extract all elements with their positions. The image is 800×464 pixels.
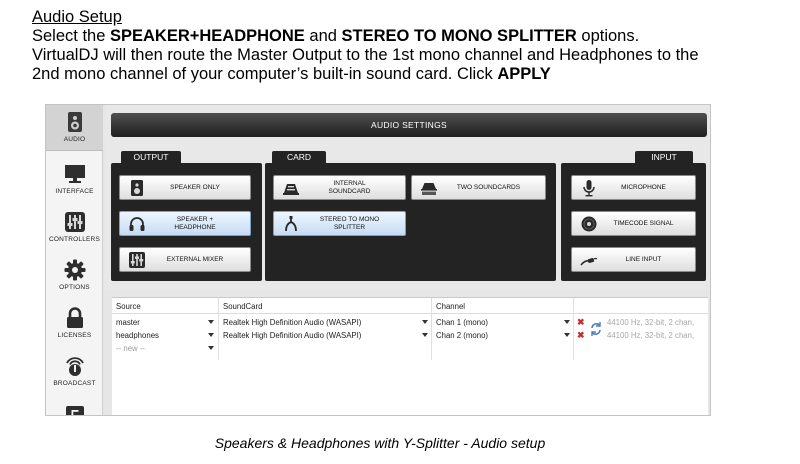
chevron-down-icon[interactable] (564, 320, 570, 324)
button-label: MICROPHONE (621, 183, 666, 191)
internal-soundcard-button[interactable] (273, 175, 406, 200)
sidebar-item-licenses[interactable] (46, 301, 103, 347)
chevron-down-icon[interactable] (208, 320, 214, 324)
chevron-down-icon[interactable] (422, 320, 428, 324)
headphones-icon (128, 215, 146, 233)
microphone-icon (580, 179, 598, 197)
lock-icon (64, 307, 86, 329)
output-group-tab: OUTPUT (121, 151, 181, 164)
instruction-line-1 (32, 27, 772, 46)
sidebar-label: BROADCAST (53, 380, 96, 387)
section-heading: Audio Setup (32, 8, 122, 26)
speaker-only-button[interactable] (119, 175, 251, 200)
button-label: SPEAKER ONLY (170, 183, 220, 191)
table-row-new (112, 342, 708, 355)
channel-select[interactable]: Chan 1 (mono) (436, 318, 489, 327)
gear-icon (64, 259, 86, 281)
column-header-soundcard: SoundCard (223, 302, 263, 311)
instruction-line-2: VirtualDJ will then route the Master Output to the 1st mono channel and Headphones to the (32, 46, 699, 64)
audio-settings-window (45, 104, 711, 416)
option-speaker-headphone-name: SPEAKER+HEADPHONE (109, 27, 305, 45)
input-group-tab: INPUT (635, 151, 693, 164)
option-splitter-name: STEREO TO MONO SPLITTER (341, 27, 577, 45)
refresh-icon[interactable] (590, 319, 602, 339)
soundcard-select[interactable]: Realtek High Definition Audio (WASAPI) (223, 318, 362, 327)
chevron-down-icon[interactable] (208, 333, 214, 337)
source-select[interactable]: headphones (116, 331, 159, 340)
sidebar-label: CONTROLLERS (49, 236, 100, 243)
button-label: TWO SOUNDCARDS (456, 183, 521, 191)
sidebar-item-more[interactable] (46, 397, 103, 416)
format-status: 44100 Hz, 32-bit, 2 chan, (607, 331, 695, 340)
sidebar-item-controllers[interactable] (46, 205, 103, 251)
button-label: LINE INPUT (625, 255, 662, 263)
table-row (112, 329, 708, 342)
card-group (265, 163, 556, 281)
external-mixer-button[interactable] (119, 247, 251, 272)
button-label: SPEAKER + HEADPHONE (174, 216, 216, 231)
input-group (561, 163, 706, 281)
format-status: 44100 Hz, 32-bit, 2 chan, (607, 318, 695, 327)
source-select[interactable]: master (116, 318, 140, 327)
table-header (112, 298, 708, 314)
two-soundcards-button[interactable] (411, 175, 546, 200)
mixer-icon (128, 251, 146, 269)
new-source-select[interactable]: -- new -- (116, 344, 146, 353)
soundcards-icon (420, 179, 438, 197)
channel-select[interactable]: Chan 2 (mono) (436, 331, 489, 340)
speaker-headphone-button[interactable] (119, 211, 251, 236)
table-row (112, 316, 708, 329)
chevron-down-icon[interactable] (208, 346, 214, 350)
figure-caption: Speakers & Headphones with Y-Splitter - Audio setup (214, 435, 546, 451)
chevron-down-icon[interactable] (422, 333, 428, 337)
column-header-channel: Channel (436, 302, 466, 311)
settings-sidebar (46, 105, 103, 416)
broadcast-icon (64, 355, 86, 377)
sidebar-label: INTERFACE (55, 188, 94, 195)
audio-config-panel (105, 105, 711, 290)
soundcard-icon (282, 179, 300, 197)
remove-row-icon[interactable]: ✖ (577, 317, 585, 327)
output-group (111, 163, 262, 281)
vinyl-icon (580, 215, 598, 233)
sidebar-item-interface[interactable] (46, 157, 103, 203)
text-run: 2nd mono channel of your computer’s built-in sound card. Click (32, 65, 498, 83)
button-label: EXTERNAL MIXER (166, 255, 224, 263)
folder-music-icon (64, 403, 86, 416)
text-run: options. (576, 27, 640, 45)
column-header-source: Source (116, 302, 141, 311)
remove-row-icon[interactable]: ✖ (577, 330, 585, 340)
sidebar-label: OPTIONS (59, 284, 90, 291)
cable-plug-icon (580, 251, 598, 269)
panel-title: AUDIO SETTINGS (111, 113, 707, 137)
sidebar-label: AUDIO (63, 136, 86, 143)
text-run: and (304, 27, 342, 45)
button-label: STEREO TO MONO SPLITTER (319, 216, 380, 231)
microphone-button[interactable] (571, 175, 696, 200)
sidebar-item-options[interactable] (46, 253, 103, 299)
soundcard-select[interactable]: Realtek High Definition Audio (WASAPI) (223, 331, 362, 340)
instruction-text (32, 8, 772, 84)
button-label: TIMECODE SIGNAL (613, 219, 674, 227)
chevron-down-icon[interactable] (564, 333, 570, 337)
timecode-signal-button[interactable] (571, 211, 696, 236)
speaker-icon (64, 111, 86, 133)
text-run: Select the (32, 27, 110, 45)
sidebar-item-broadcast[interactable] (46, 349, 103, 395)
card-group-tab: CARD (272, 151, 326, 164)
sidebar-label: LICENSES (57, 332, 92, 339)
sidebar-item-audio[interactable] (46, 105, 103, 151)
instruction-line-3 (32, 65, 772, 84)
monitor-icon (64, 163, 86, 185)
routing-table (112, 297, 708, 416)
line-input-button[interactable] (571, 247, 696, 272)
sliders-icon (64, 211, 86, 233)
apply-keyword: APPLY (497, 65, 551, 83)
speaker-icon (128, 179, 146, 197)
y-splitter-icon (282, 215, 300, 233)
stereo-to-mono-splitter-button[interactable] (273, 211, 406, 236)
button-label: INTERNAL SOUNDCARD (328, 180, 371, 195)
